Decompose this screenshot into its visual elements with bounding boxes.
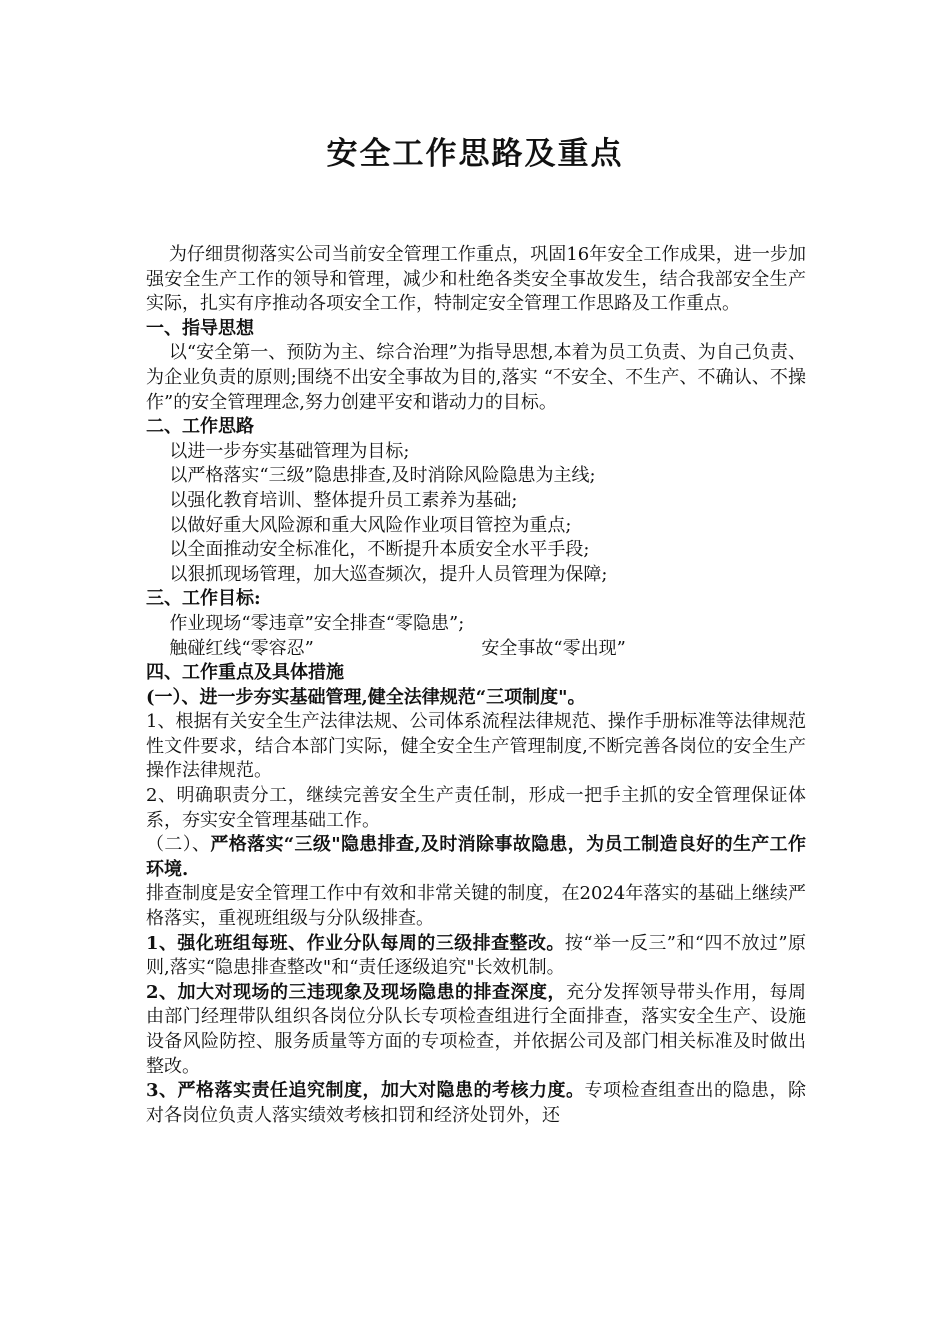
goal-zero-tolerance: 触碰红线“零容忍” [169, 637, 314, 659]
guiding-ideology-paragraph: 以“安全第一、预防为主、综合治理”为指导思想,本着为员工负责、为自己负责、为企业负责的原则;围绕不出安全事故为目的,落实 “不安全、不生产、不确认、不操作”的安全管理理念,努力创建平安和谐动力的目标。 [146, 342, 806, 413]
work-approach-item: 以严格落实“三级”隐患排查,及时消除风险隐患为主线; [169, 465, 596, 487]
measure-paragraph: 1、根据有关安全生产法律法规、公司体系流程法律规范、操作手册标准等法律规范性文件要求，结合本部门实际，健全安全生产管理制度,不断完善各岗位的安全生产操作法律规范。 [146, 711, 806, 782]
subsection-heading-2 [146, 833, 806, 882]
measure-paragraph [146, 932, 806, 981]
measure-paragraph: 2、明确职责分工，继续完善安全生产责任制，形成一把手主抓的安全管理保证体系，夯实安全管理基础工作。 [146, 785, 806, 831]
work-approach-item: 以进一步夯实基础管理为目标; [169, 440, 410, 462]
measure-lead: 3、严格落实责任追究制度，加大对隐患的考核力度。 [146, 1080, 585, 1102]
subsection-heading-1: (一）、进一步夯实基础管理,健全法律规范“三项制度"。 [146, 686, 586, 708]
work-approach-item: 以狠抓现场管理，加大巡查频次，提升人员管理为保障; [169, 563, 608, 585]
work-approach-item: 以做好重大风险源和重大风险作业项目管控为重点; [169, 514, 572, 536]
measure-text: 充分发挥领导带头作用，每周由部门经理带队组织各岗位分队长专项检查组进行全面排查，落实安全生产、设施设备风险防控、服务质量等方面的专项检查，并依据公司及部门相关标准及时做出整改。 [146, 981, 807, 1077]
measure-paragraph: 排查制度是安全管理工作中有效和非常关键的制度，在2024年落实的基础上继续严格落实，重视班组级与分队级排查。 [146, 883, 806, 930]
measure-paragraph [146, 1079, 806, 1128]
measure-text: 按“举一反三”和“四不放过”原则,落实“隐患排查整改"和“责任逐级追究"长效机制。 [146, 932, 807, 979]
document-title: 安全工作思路及重点 [326, 136, 624, 172]
section-heading-guiding-ideology: 一、指导思想 [146, 317, 254, 339]
work-approach-item: 以强化教育培训、整体提升员工素养为基础; [169, 489, 518, 511]
section-heading-key-measures: 四、工作重点及具体措施 [146, 662, 344, 684]
section-heading-work-goals: 三、工作目标: [146, 588, 261, 610]
intro-paragraph: 为仔细贯彻落实公司当前安全管理工作重点，巩固16年安全工作成果，进一步加强安全生产工作的领导和管理，减少和杜绝各类安全事故发生，结合我部安全生产实际，扎实有序推动各项安全工作，特制定安全管理工作思路及工作重点。 [146, 244, 806, 315]
measure-lead: 1、强化班组每班、作业分队每周的三级排查整改。 [146, 932, 565, 954]
work-approach-item: 以全面推动安全标准化，不断提升本质安全水平手段; [169, 539, 590, 561]
measure-text: 专项检查组查出的隐患，除对各岗位负责人落实绩效考核扣罚和经济处罚外，还 [146, 1080, 807, 1126]
subsection-heading-2-text: 严格落实“三级"隐患排查,及时消除事故隐患，为员工制造良好的生产工作环境. [146, 834, 806, 880]
measure-lead: 2、加大对现场的三违现象及现场隐患的排查深度， [146, 981, 567, 1003]
document-body [146, 243, 806, 1128]
subsection-heading-2-prefix: （二）、 [146, 834, 211, 856]
section-heading-work-approach: 二、工作思路 [146, 416, 254, 438]
goal-zero-accidents: 安全事故“零出现” [481, 637, 626, 659]
work-goal-line: 作业现场“零违章”安全排查“零隐患”; [169, 612, 465, 634]
work-goal-line [146, 637, 806, 662]
measure-paragraph [146, 981, 806, 1079]
